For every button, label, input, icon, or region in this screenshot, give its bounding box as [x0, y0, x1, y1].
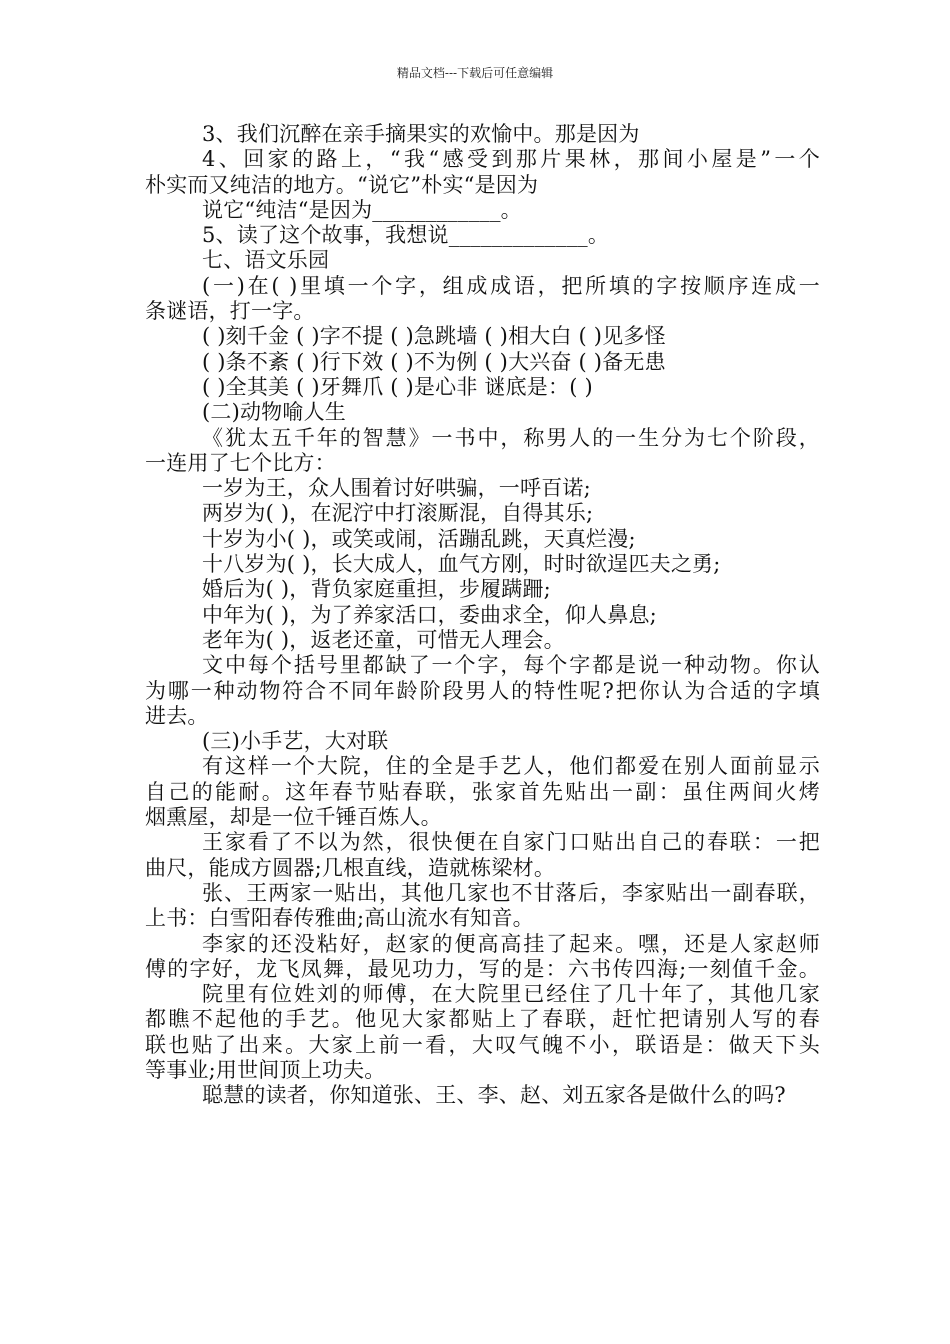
text-line: 进去。: [145, 703, 209, 728]
text-line: 十岁为小( )，或笑或闹，活蹦乱跳，天真烂漫;: [202, 526, 636, 551]
text-line: 婚后为( )，背负家庭重担，步履蹒跚;: [202, 577, 551, 602]
text-line: 有这样一个大院，住的全是手艺人，他们都爱在别人面前显示: [202, 754, 820, 779]
text-line: 一连用了七个比方：: [145, 450, 336, 475]
text-line: 一岁为王，众人围着讨好哄骗，一呼百诺;: [202, 476, 591, 501]
idiom-row: ( )条不紊 ( )行下效 ( )不为例 ( )大兴奋 ( )备无患: [202, 349, 666, 374]
page-header: 精品文档---下载后可任意编辑: [396, 66, 554, 80]
text-line: 3、我们沉醉在亲手摘果实的欢愉中。那是因为: [202, 122, 640, 146]
text-line: 文中每个括号里都缺了一个字，每个字都是说一种动物。你认: [202, 653, 820, 678]
text-line: 4、回家的路上，“我“感受到那片果林，那间小屋是”一个: [202, 147, 820, 172]
text-line: 烟熏屋，却是一位千锤百炼人。: [145, 805, 442, 830]
document-body: [145, 122, 820, 1109]
section-heading: 七、语文乐园: [202, 248, 330, 273]
text-line: (一)在( )里填一个字，组成成语，把所填的字按顺序连成一: [202, 273, 820, 298]
text-line: 张、王两家一贴出，其他几家也不甘落后，李家贴出一副春联，: [202, 880, 820, 905]
text-line: 自己的能耐。这年春节贴春联，张家首先贴出一副：虽住两间火烤: [145, 779, 820, 804]
text-line: 王家看了不以为然，很快便在自家门口贴出自己的春联：一把: [202, 830, 820, 855]
subsection-heading: (二)动物喻人生: [202, 400, 346, 425]
text-line: 曲尺，能成方圆器;几根直线，造就栋梁材。: [145, 855, 556, 880]
text-line: 两岁为( )，在泥泞中打滚厮混，自得其乐;: [202, 501, 594, 526]
text-line: 为哪一种动物符合不同年龄阶段男人的特性呢?把你认为合适的字填: [145, 678, 820, 703]
text-line: 都瞧不起他的手艺。他见大家都贴上了春联，赶忙把请别人写的春: [145, 1007, 820, 1032]
text-line: 聪慧的读者，你知道张、王、李、赵、刘五家各是做什么的吗?: [202, 1083, 786, 1108]
text-line: 傅的字好，龙飞凤舞，最见功力，写的是：六书传四海;一刻值千金。: [145, 956, 820, 981]
text-line: 上书：白雪阳春传雅曲;高山流水有知音。: [145, 906, 534, 931]
text-line: 十八岁为( )，长大成人，血气方刚，时时欲逞匹夫之勇;: [202, 552, 721, 577]
text-line: 朴实而又纯洁的地方。“说它”朴实“是因为: [145, 172, 539, 197]
text-line: 院里有位姓刘的师傅，在大院里已经住了几十年了，其他几家: [202, 982, 820, 1007]
idiom-row: ( )刻千金 ( )字不提 ( )急跳墙 ( )相大白 ( )见多怪: [202, 324, 666, 349]
text-line: 中年为( )，为了养家活口，委曲求全，仰人鼻息;: [202, 602, 657, 627]
text-line: 《犹太五千年的智慧》一书中，称男人的一生分为七个阶段，: [202, 425, 820, 450]
subsection-heading: (三)小手艺，大对联: [202, 729, 389, 754]
text-line: 说它“纯洁“是因为____________。: [202, 197, 522, 222]
text-line: 等事业;用世间顶上功夫。: [145, 1057, 386, 1082]
text-line: 老年为( )，返老还童，可惜无人理会。: [202, 627, 565, 652]
idiom-row: ( )全其美 ( )牙舞爪 ( )是心非 谜底是：( ): [202, 374, 593, 399]
text-line: 李家的还没粘好，赵家的便高高挂了起来。嘿，还是人家赵师: [202, 931, 820, 956]
text-line: 联也贴了出来。大家上前一看，大叹气魄不小，联语是：做天下头: [145, 1032, 820, 1057]
text-line: 条谜语，打一字。: [145, 299, 315, 324]
text-line: 5、读了这个故事，我想说_____________。: [202, 223, 610, 248]
